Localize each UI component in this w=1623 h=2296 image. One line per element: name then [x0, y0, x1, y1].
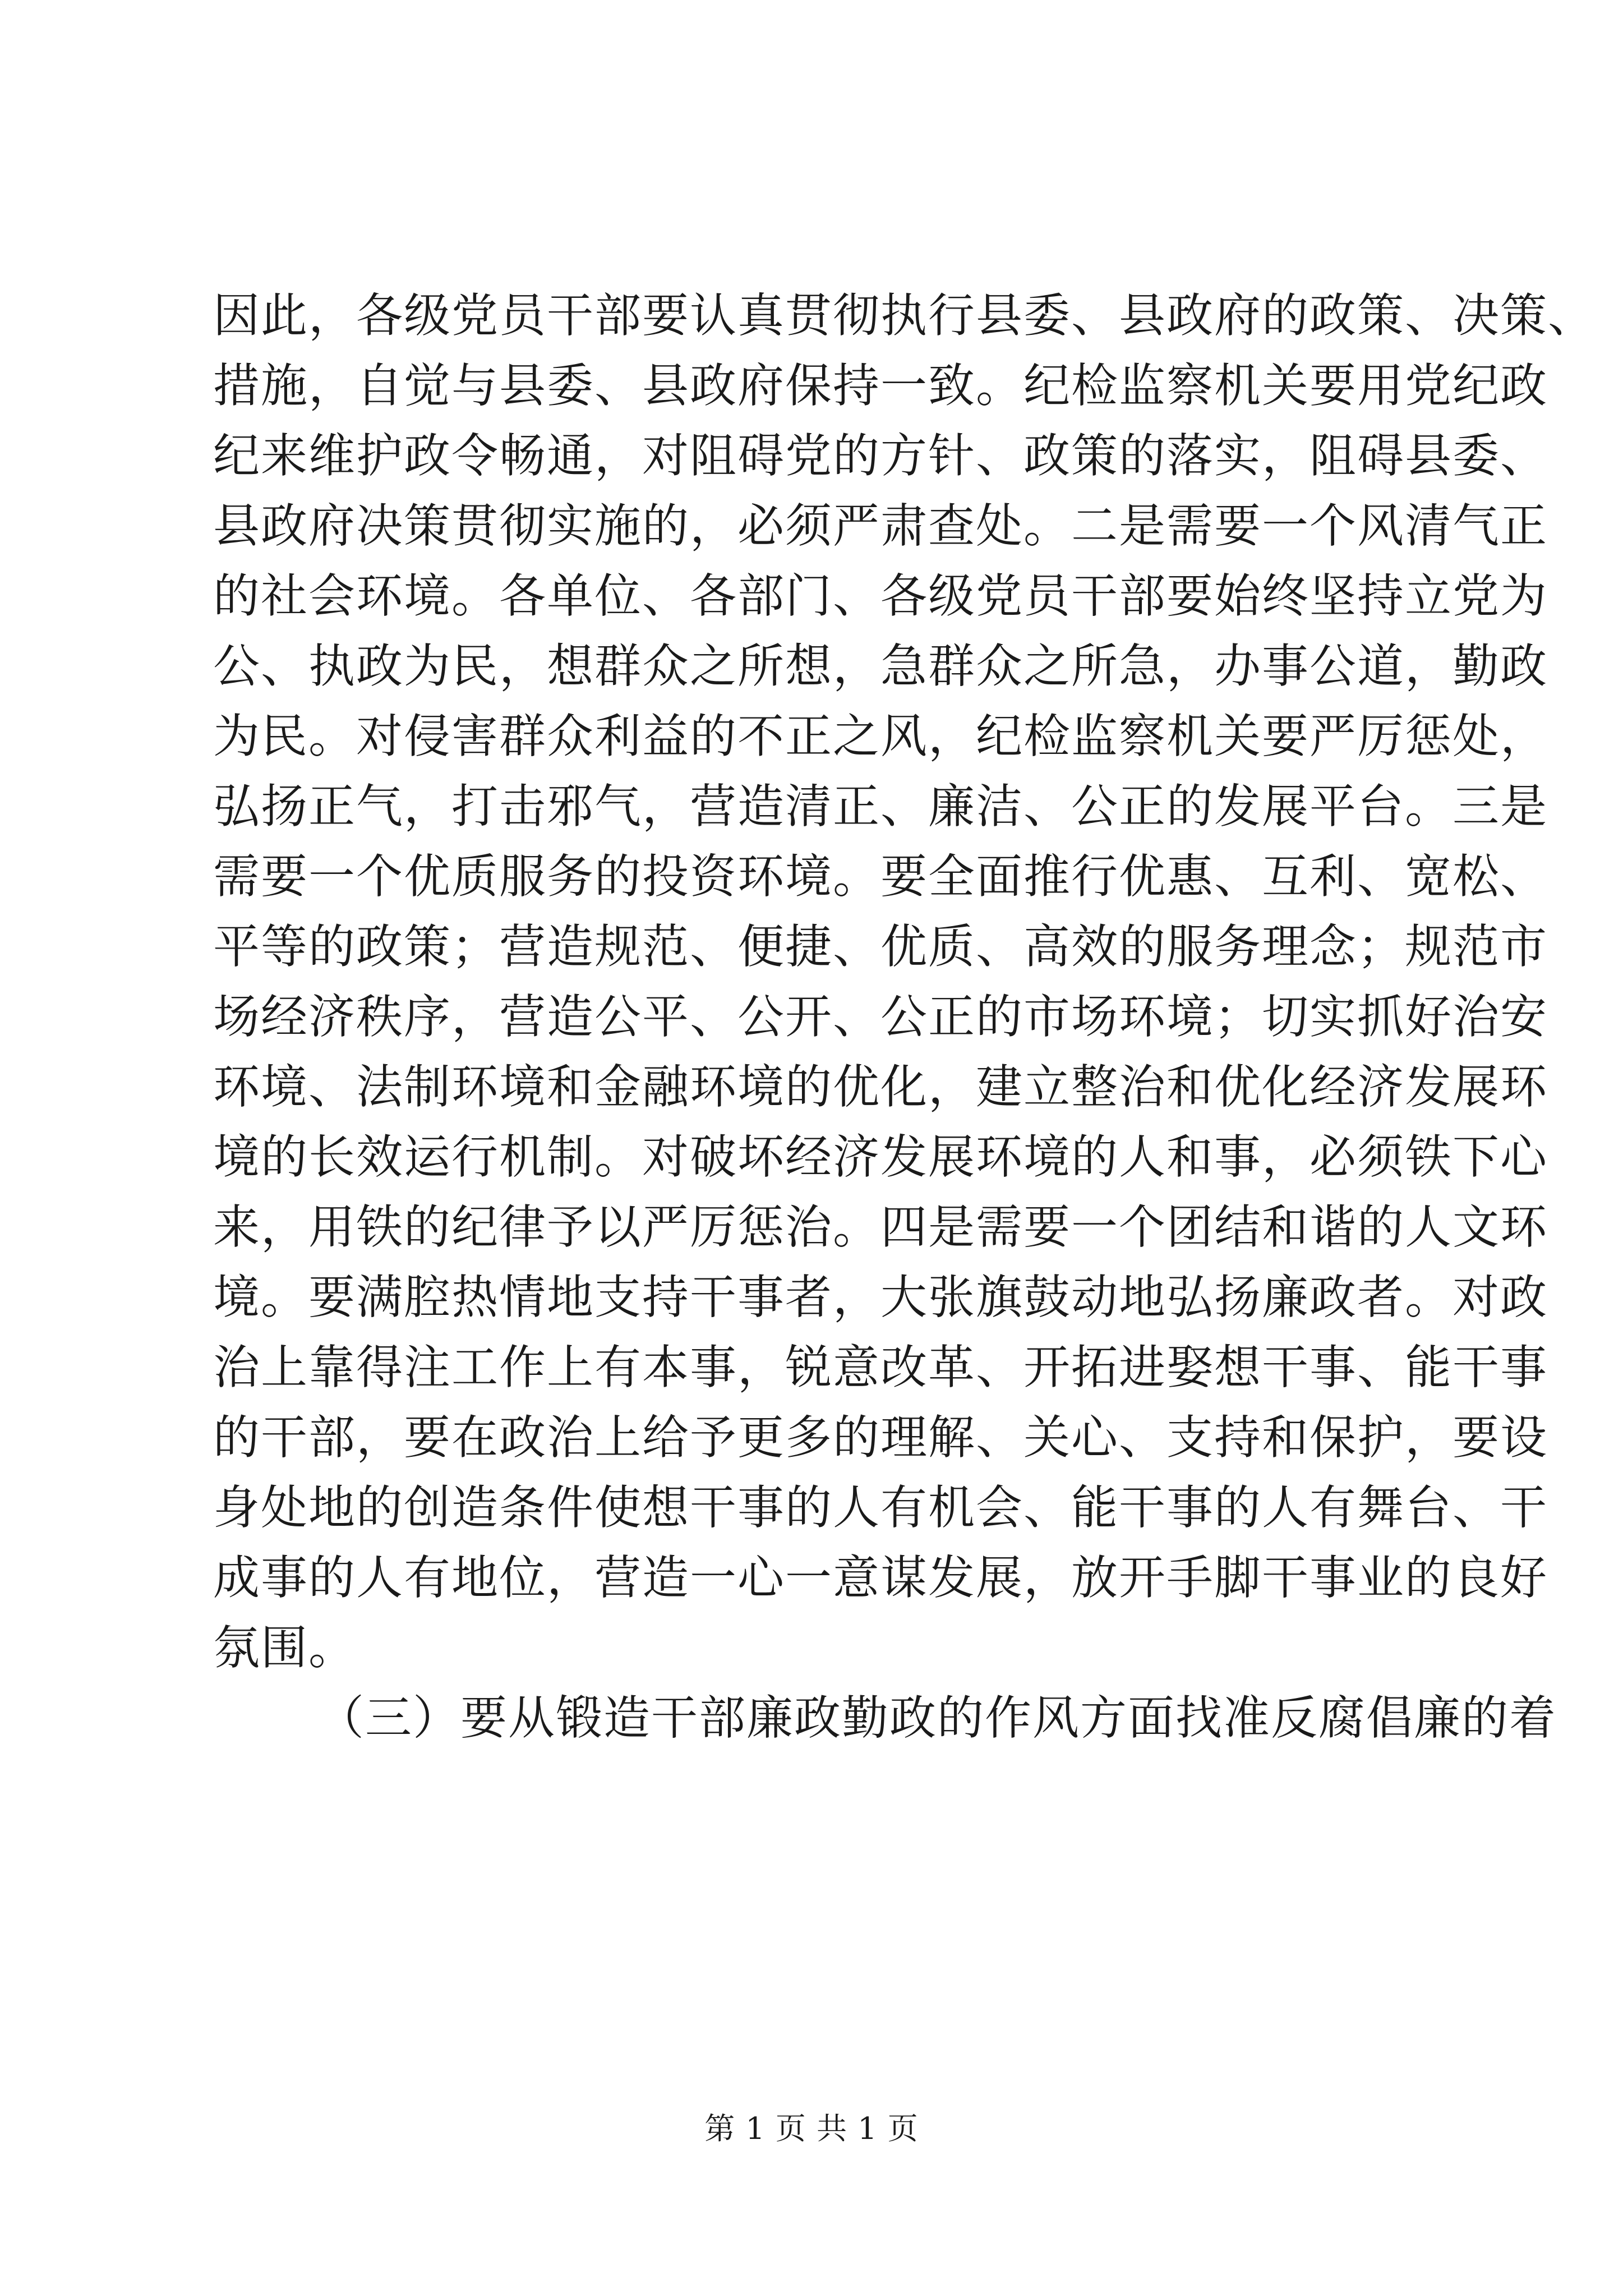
page-footer: 第 1 页 共 1 页 [704, 2111, 919, 2146]
text-line: 因此，各级党员干部要认真贯彻执行县委、县政府的政策、决策、 [213, 288, 1596, 343]
text-line: 场经济秩序，营造公平、公开、公正的市场环境；切实抓好治安 [213, 990, 1548, 1044]
text-line: 成事的人有地位，营造一心一意谋发展，放开手脚干事业的良好 [213, 1550, 1548, 1605]
text-line: 弘扬正气，打击邪气，营造清正、廉洁、公正的发展平台。三是 [213, 779, 1548, 834]
text-line: 县政府决策贯彻实施的，必须严肃查处。二是需要一个风清气正 [213, 499, 1548, 553]
section-heading-line: （三）要从锻造干部廉政勤政的作风方面找准反腐倡廉的着 [317, 1691, 1557, 1745]
text-line: 为民。对侵害群众利益的不正之风，纪检监察机关要严厉惩处， [213, 709, 1548, 763]
text-line: 来，用铁的纪律予以严厉惩治。四是需要一个团结和谐的人文环 [213, 1200, 1548, 1254]
text-line: 治上靠得注工作上有本事，锐意改革、开拓进娶想干事、能干事 [213, 1340, 1548, 1395]
text-line: 的干部，要在政治上给予更多的理解、关心、支持和保护，要设 [213, 1410, 1548, 1465]
text-line: 境。要满腔热情地支持干事者，大张旗鼓动地弘扬廉政者。对政 [213, 1270, 1548, 1324]
text-line: 公、执政为民，想群众之所想，急群众之所急，办事公道，勤政 [213, 639, 1548, 693]
text-line: 身处地的创造条件使想干事的人有机会、能干事的人有舞台、干 [213, 1480, 1548, 1535]
body-text [213, 280, 1596, 1753]
text-line: 纪来维护政令畅通，对阻碍党的方针、政策的落实，阻碍县委、 [213, 429, 1548, 483]
text-line: 境的长效运行机制。对破坏经济发展环境的人和事，必须铁下心 [213, 1130, 1548, 1184]
text-line: 需要一个优质服务的投资环境。要全面推行优惠、互利、宽松、 [213, 849, 1548, 904]
text-line: 平等的政策；营造规范、便捷、优质、高效的服务理念；规范市 [213, 919, 1548, 974]
text-line: 环境、法制环境和金融环境的优化，建立整治和优化经济发展环 [213, 1060, 1548, 1114]
text-line: 氛围。 [213, 1621, 356, 1675]
text-line: 措施，自觉与县委、县政府保持一致。纪检监察机关要用党纪政 [213, 358, 1548, 413]
text-line: 的社会环境。各单位、各部门、各级党员干部要始终坚持立党为 [213, 569, 1548, 623]
